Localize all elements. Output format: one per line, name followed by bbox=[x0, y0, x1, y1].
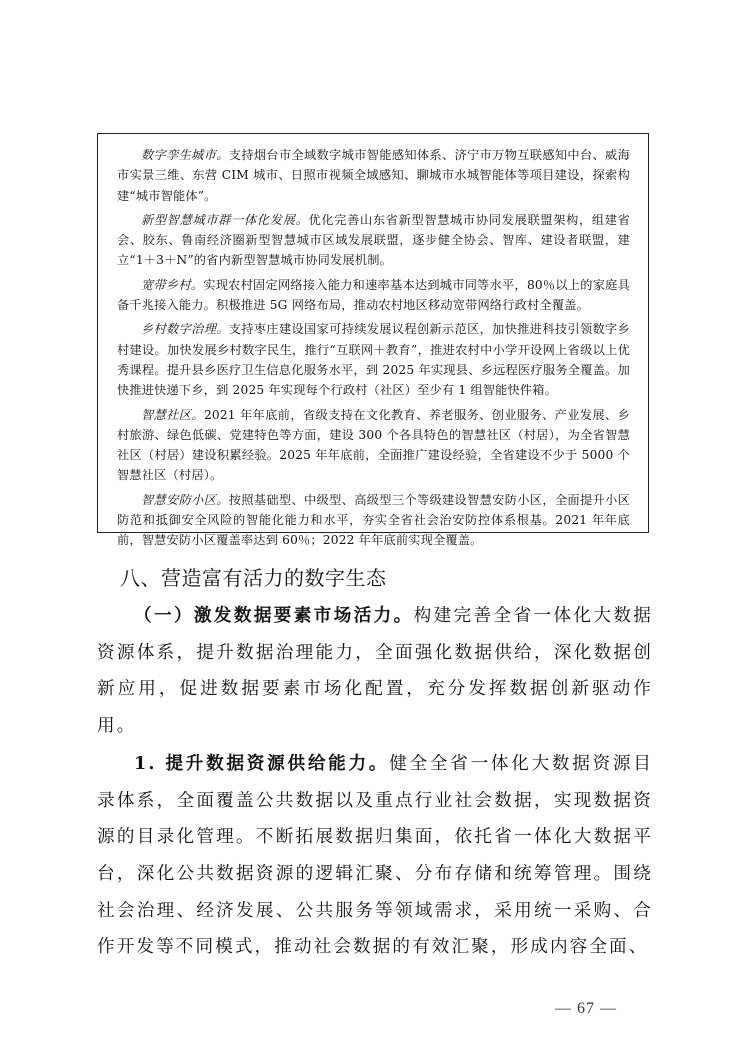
box-item-text: 2021 年年底前，省级支持在文化教育、养老服务、创业服务、产业发展、乡村旅游、绿色低碳、党建特色等方面，建设 300 个各具特色的智慧社区（村居），为全省智慧社区（村居）建设积累经验。2025 年年底前，全面推广建设经验，全省建设不少于 5000 个智慧社区（村居）。 bbox=[117, 407, 631, 483]
box-item-text: 支持枣庄建设国家可持续发展议程创新示范区，加快推进科技引领数字乡村建设。加快发展乡村数字民生，推行“互联网＋教育”，推进农村中小学开设网上省级以上优秀课程。提升县乡医疗卫生信息化服务水平，到 2025 年实现县、乡远程医疗服务全覆盖。加快推进快递下乡，到 2025 年实现每个行政村（社区）至少有 1 组智能快件箱。 bbox=[117, 322, 630, 398]
box-item-lead: 宽带乡村。 bbox=[141, 277, 204, 292]
body-text bbox=[97, 598, 653, 966]
page-number: — 67 — bbox=[555, 1000, 617, 1017]
box-item bbox=[117, 210, 630, 271]
paragraph-lead: 1. 提升数据资源供给能力。 bbox=[134, 752, 390, 774]
box-item bbox=[117, 145, 630, 206]
box-item-text: 实现农村固定网络接入能力和速率基本达到城市同等水平，80％以上的家庭具备千兆接入能力。积极推进 5G 网络布局，推动农村地区移动宽带网络行政村全覆盖。 bbox=[117, 277, 630, 313]
box-item-lead: 数字孪生城市。 bbox=[141, 148, 229, 162]
box-item-lead: 乡村数字治理。 bbox=[141, 322, 229, 337]
section-heading: 八、营造富有活力的数字生态 bbox=[120, 566, 387, 590]
highlight-box bbox=[97, 133, 649, 548]
body-paragraph bbox=[97, 746, 653, 966]
box-item bbox=[117, 275, 630, 316]
box-item bbox=[117, 405, 630, 486]
paragraph-text: 构建完善全省一体化大数据资源体系，提升数据治理能力，全面强化数据供给，深化数据创新应用，促进数据要素市场化配置，充分发挥数据创新驱动作用。 bbox=[97, 606, 653, 737]
box-item bbox=[117, 319, 630, 400]
box-item-text: 按照基础型、中级型、高级型三个等级建设智慧安防小区，全面提升小区防范和抵御安全风险的智能化能力和水平，夯实全省社会治安防控体系根基。2021 年年底前，智慧安防小区覆盖率达到 60％；2022 年年底前实现全覆盖。 bbox=[117, 492, 630, 548]
paragraph-lead: （一）激发数据要素市场活力。 bbox=[134, 605, 414, 626]
paragraph-text: 健全全省一体化大数据资源目录体系，全面覆盖公共数据以及重点行业社会数据，实现数据资源的目录化管理。不断拓展数据归集面，依托省一体化大数据平台，深化公共数据资源的逻辑汇聚、分布存储和统筹管理。围绕社会治理、经济发展、公共服务等领域需求，采用统一采购、合作开发等不同模式，推动社会数据的有效汇聚，形成内容全面、 bbox=[97, 753, 653, 958]
box-item-text: 支持烟台市全域数字城市智能感知体系、济宁市万物互联感知中台、威海市实景三维、东营 CIM 城市、日照市视频全域感知、聊城市水城智能体等项目建设，探索构建“城市智能体”。 bbox=[117, 148, 630, 203]
box-item-lead: 智慧安防小区。 bbox=[141, 492, 229, 507]
box-item-lead: 智慧社区。 bbox=[141, 407, 204, 422]
box-item-text: 优化完善山东省新型智慧城市协同发展联盟架构，组建省会、胶东、鲁南经济圈新型智慧城市区域发展联盟，逐步健全协会、智库、建设者联盟，建立“1＋3＋N”的省内新型智慧城市协同发展机制。 bbox=[117, 212, 631, 268]
box-item-lead: 新型智慧城市群一体化发展。 bbox=[141, 212, 309, 227]
body-paragraph bbox=[97, 598, 653, 745]
box-item bbox=[117, 490, 630, 551]
